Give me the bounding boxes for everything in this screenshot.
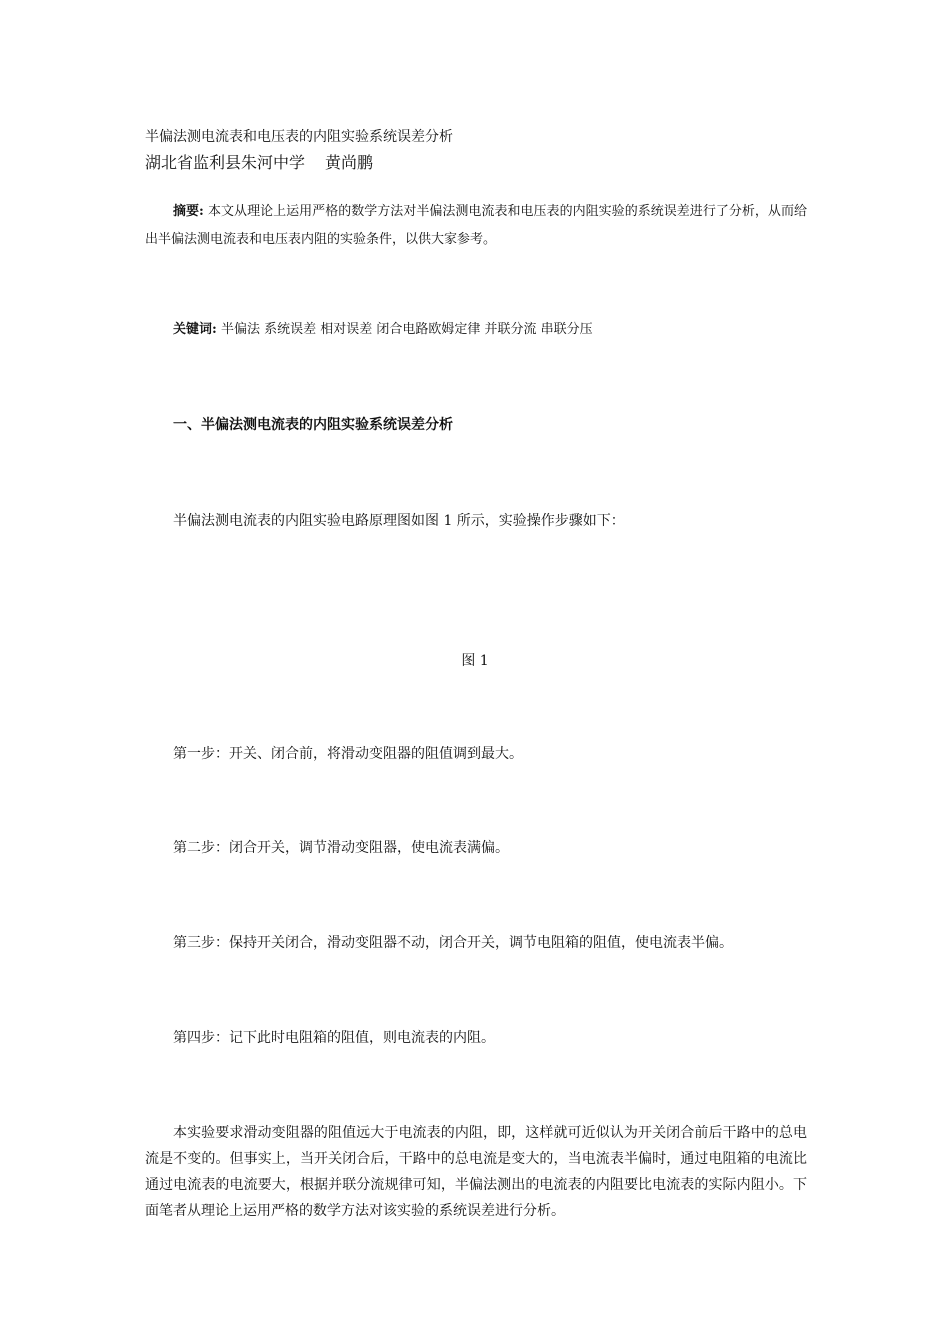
step-4: 第四步：记下此时电阻箱的阻值，则电流表的内阻。 <box>173 1030 495 1046</box>
keywords-label: 关键词: <box>173 322 217 337</box>
section-heading: 一、半偏法测电流表的内阻实验系统误差分析 <box>173 417 453 433</box>
step-1: 第一步：开关、闭合前，将滑动变阻器的阻值调到最大。 <box>173 746 523 762</box>
figure-caption: 图 1 <box>461 653 489 669</box>
step-3: 第三步：保持开关闭合，滑动变阻器不动，闭合开关，调节电阻箱的阻值，使电流表半偏。 <box>173 935 733 951</box>
abstract-paragraph <box>145 198 807 254</box>
abstract-text: 本文从理论上运用严格的数学方法对半偏法测电流表和电压表的内阻实验的系统误差进行了分析，从而给出半偏法测电流表和电压表内阻的实验条件，以供大家参考。 <box>145 204 807 247</box>
keywords-text: 半偏法 系统误差 相对误差 闭合电路欧姆定律 并联分流 串联分压 <box>220 322 593 337</box>
author-line <box>145 150 373 173</box>
body-paragraph: 本实验要求滑动变阻器的阻值远大于电流表的内阻，即，这样就可近似认为开关闭合前后干路中的总电流是不变的。但事实上，当开关闭合后，干路中的总电流是变大的，当电流表半偏时，通过电阻箱的电流比通过电流表的电流要大，根据并联分流规律可知，半偏法测出的电流表的内阻要比电流表的实际内阻小。下面笔者从理论上运用严格的数学方法对该实验的系统误差进行分析。 <box>145 1125 807 1219</box>
section-intro: 半偏法测电流表的内阻实验电路原理图如图 1 所示，实验操作步骤如下： <box>173 513 625 529</box>
step-2: 第二步：闭合开关，调节滑动变阻器，使电流表满偏。 <box>173 840 509 856</box>
abstract-label: 摘要: <box>173 204 204 219</box>
document-title: 半偏法测电流表和电压表的内阻实验系统误差分析 <box>145 129 453 145</box>
keywords-line <box>173 318 593 337</box>
author-affiliation: 湖北省监利县朱河中学 <box>145 153 306 172</box>
author-name: 黄尚鹏 <box>325 153 374 172</box>
